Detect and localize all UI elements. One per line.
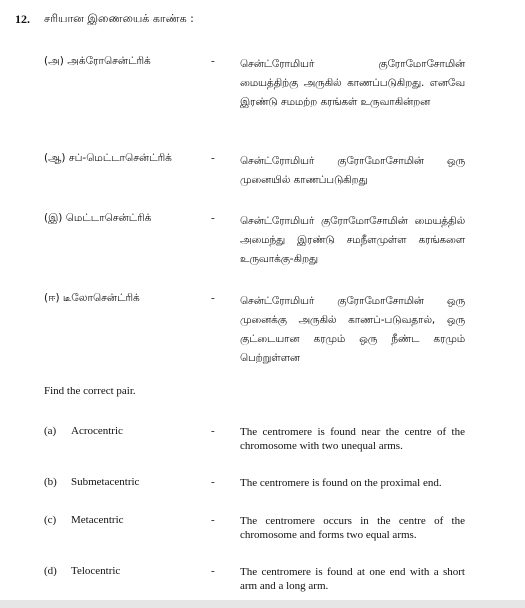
page-bottom-edge [0,600,525,608]
tamil-pair-label: (ஈ) டீலோசென்ட்ரிக் [44,292,140,304]
option-term: Telocentric [71,565,121,577]
option-letter: (c) [44,514,57,526]
tamil-pair-description: சென்ட்ரோமியர் குரோமோசோமின் ஒரு முனையில் காணப்படுகிறது [240,155,465,186]
tamil-pair-label: (இ) மெட்டாசென்ட்ரிக் [44,212,152,224]
pair-dash: - [211,514,215,526]
pair-dash: - [211,565,215,577]
option-description: The centromere is found near the centre of the chromosome with two unequal arms. [240,426,465,452]
option-term: Metacentric [71,514,124,526]
option-description: The centromere is found at one end with a short arm and a long arm. [240,566,465,592]
tamil-pair-description: சென்ட்ரோமியர் குரோமோசோமின் ஒரு முனைக்கு அருகில் காணப்-படுவதால், ஒரு குட்டையான கரமும் ஒரு நீண்ட கரமும் பெற்றுள்ளன [240,295,465,364]
question-title-tamil: சரியான இணையைக் காண்க : [44,12,194,25]
pair-dash: - [211,292,215,304]
pair-dash: - [211,212,215,224]
option-description: The centromere occurs in the centre of the chromosome and forms two equal arms. [240,515,465,541]
option-letter: (b) [44,476,57,488]
tamil-pair-description: சென்ட்ரோமியர் குரோமோசோமின் மையத்திற்கு அருகில் காணப்படுகிறது. எனவே இரண்டு சமமற்ற கரங்கள் உருவாகின்றன [240,58,465,108]
option-letter: (a) [44,425,57,437]
option-description: The centromere is found on the proximal end. [240,477,442,489]
question-number: 12. [15,12,30,26]
pair-dash: - [211,152,215,164]
pair-dash: - [211,476,215,488]
pair-dash: - [211,425,215,437]
question-prompt-english: Find the correct pair. [44,385,136,397]
tamil-pair-description: சென்ட்ரோமியர் குரோமோசோமின் மையத்தில் அமைந்து இரண்டு சமநீளமுள்ள கரங்களை உருவாக்கு-கிறது [240,215,465,265]
option-term: Acrocentric [71,425,123,437]
option-letter: (d) [44,565,57,577]
option-term: Submetacentric [71,476,140,488]
pair-dash: - [211,55,215,67]
tamil-pair-label: (ஆ) சப்-மெட்டாசென்ட்ரிக் [44,152,172,164]
tamil-pair-label: (அ) அக்ரோசென்ட்ரிக் [44,55,151,67]
